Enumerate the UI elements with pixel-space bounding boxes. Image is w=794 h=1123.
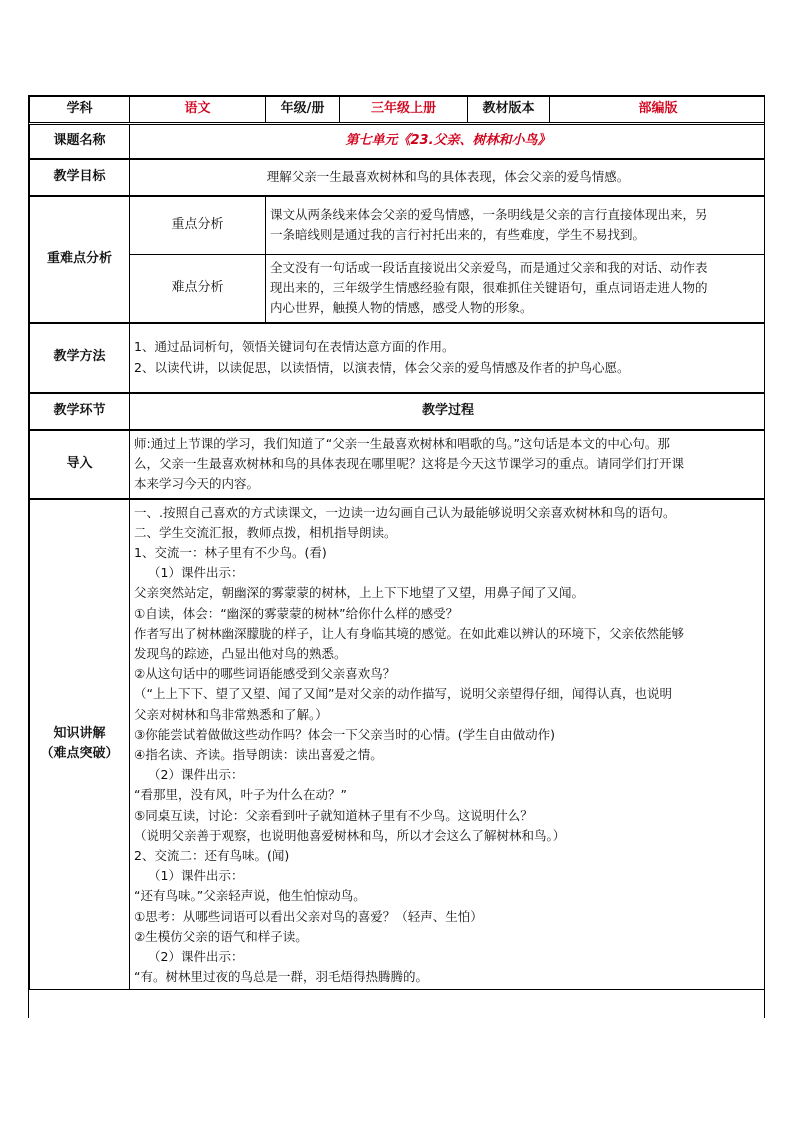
goal-row [30,159,766,196]
knowledge-label-line1: 知识讲解 [53,726,106,742]
intro-line: 师:通过上节课的学习，我们知道了“父亲一生最喜欢树林和唱歌的鸟。”这句话是本文的中心句。那 [134,435,670,451]
hard-point-line: 内心世界，触摸人物的情感，感受人物的形象。 [270,300,533,316]
grade-value: 三年级上册 [340,97,468,124]
grade-label: 年级/册 [266,97,340,124]
knowledge-line: ③你能尝试着做做这些动作吗？体会一下父亲当时的心情。(学生自由做动作) [134,726,555,742]
knowledge-line: 二、学生交流汇报，教师点拨，相机指导朗读。 [134,524,397,540]
method-line: 1、通过品词析句，领悟关键词句在表情达意方面的作用。 [134,339,455,355]
hard-point-row [30,255,766,323]
knowledge-line: ④指名读、齐读。指导朗读：读出喜爱之情。 [134,746,383,762]
knowledge-line: “有。树林里过夜的鸟总是一群，羽毛焐得热腾腾的。 [134,969,428,985]
difficulty-label: 重难点分析 [30,196,130,323]
lesson-plan-table [29,96,765,990]
knowledge-line: ⑤同桌互读，讨论：父亲看到叶子就知道林子里有不少鸟。这说明什么？ [134,807,533,823]
knowledge-line: （1）课件出示： [148,868,244,884]
hard-point-label: 难点分析 [130,255,266,323]
hard-point-text [266,255,766,323]
subject-label: 学科 [30,97,130,124]
intro-line: 么，父亲一生最喜欢树林和鸟的具体表现在哪里呢？这将是今天这节课学习的重点。请同学们打开课 [134,455,685,471]
knowledge-line: （说明父亲善于观察，也说明他喜爱树林和鸟，所以才会这么了解树林和鸟。） [134,827,566,843]
intro-row [30,430,766,499]
topic-row [30,124,766,159]
knowledge-line: ①思考：从哪些词语可以看出父亲对鸟的喜爱？（轻声、生怕） [134,908,483,924]
knowledge-line: 父亲对树林和鸟非常熟悉和了解。） [134,706,328,722]
knowledge-text [130,499,766,990]
goal-label: 教学目标 [30,159,130,196]
knowledge-line: “看那里，没有风，叶子为什么在动？” [134,787,347,803]
key-point-row [30,196,766,255]
key-point-label: 重点分析 [130,196,266,255]
knowledge-line: （2）课件出示： [148,767,244,783]
lesson-plan-sheet [28,95,765,1018]
knowledge-line: 2、交流二：还有鸟味。(闻) [134,847,290,863]
intro-line: 本来学习今天的内容。 [134,476,260,492]
method-row [30,323,766,393]
hard-point-line: 全文没有一句话或一段话直接说出父亲爱鸟，而是通过父亲和我的对话、动作表 [270,259,708,275]
process-value: 教学过程 [130,393,766,430]
method-line: 2、以读代讲，以读促思，以读悟情，以演表情，体会父亲的爱鸟情感及作者的护鸟心愿。 [134,359,630,375]
knowledge-line: 1、交流一：林子里有不少鸟。(看) [134,544,327,560]
subject-value: 语文 [130,97,266,124]
edition-value: 部编版 [550,97,766,124]
intro-label: 导入 [30,430,130,499]
process-header-row [30,393,766,430]
knowledge-line: 发现鸟的踪迹，凸显出他对鸟的熟悉。 [134,645,347,661]
header-row [30,97,766,124]
knowledge-line: （2）课件出示： [148,948,244,964]
key-point-line: 课文从两条线来体会父亲的爱鸟情感，一条明线是父亲的言行直接体现出来，另 [270,207,708,223]
edition-label: 教材版本 [468,97,550,124]
hard-point-line: 现出来的，三年级学生情感经验有限，很难抓住关键语句，重点词语走进人物的 [270,280,708,296]
knowledge-line: “还有鸟味。”父亲轻声说，他生怕惊动鸟。 [134,888,366,904]
goal-value: 理解父亲一生最喜欢树林和鸟的具体表现，体会父亲的爱鸟情感。 [130,159,766,196]
knowledge-line: （“上上下下、望了又望、闻了又闻”是对父亲的动作描写，说明父亲望得仔细，闻得认真，也说明 [134,686,672,702]
knowledge-line: 一、.按照自己喜欢的方式读课文，一边读一边勾画自己认为最能够说明父亲喜欢树林和鸟的语句。 [134,504,676,520]
knowledge-label [30,499,130,990]
method-text [130,323,766,393]
knowledge-line: （1）课件出示： [148,565,244,581]
knowledge-line: 作者写出了树林幽深朦胧的样子，让人有身临其境的感觉。在如此难以辨认的环境下，父亲依然能够 [134,625,685,641]
intro-text [130,430,766,499]
knowledge-line: ②从这句话中的哪些词语能感受到父亲喜欢鸟？ [134,666,396,682]
knowledge-line: ①自读，体会：“幽深的雾蒙蒙的树林”给你什么样的感受？ [134,605,459,621]
method-label: 教学方法 [30,323,130,393]
topic-value: 第七单元《23.父亲、树林和小鸟》 [130,124,766,159]
key-point-text [266,196,766,255]
knowledge-line: 父亲突然站定，朝幽深的雾蒙蒙的树林，上上下下地望了又望，用鼻子闻了又闻。 [134,585,585,601]
knowledge-label-line2: （难点突破） [40,746,119,762]
process-label: 教学环节 [30,393,130,430]
topic-label: 课题名称 [30,124,130,159]
knowledge-row [30,499,766,990]
knowledge-line: ②生模仿父亲的语气和样子读。 [134,928,308,944]
key-point-line: 一条暗线则是通过我的言行衬托出来的，有些难度，学生不易找到。 [270,227,646,243]
